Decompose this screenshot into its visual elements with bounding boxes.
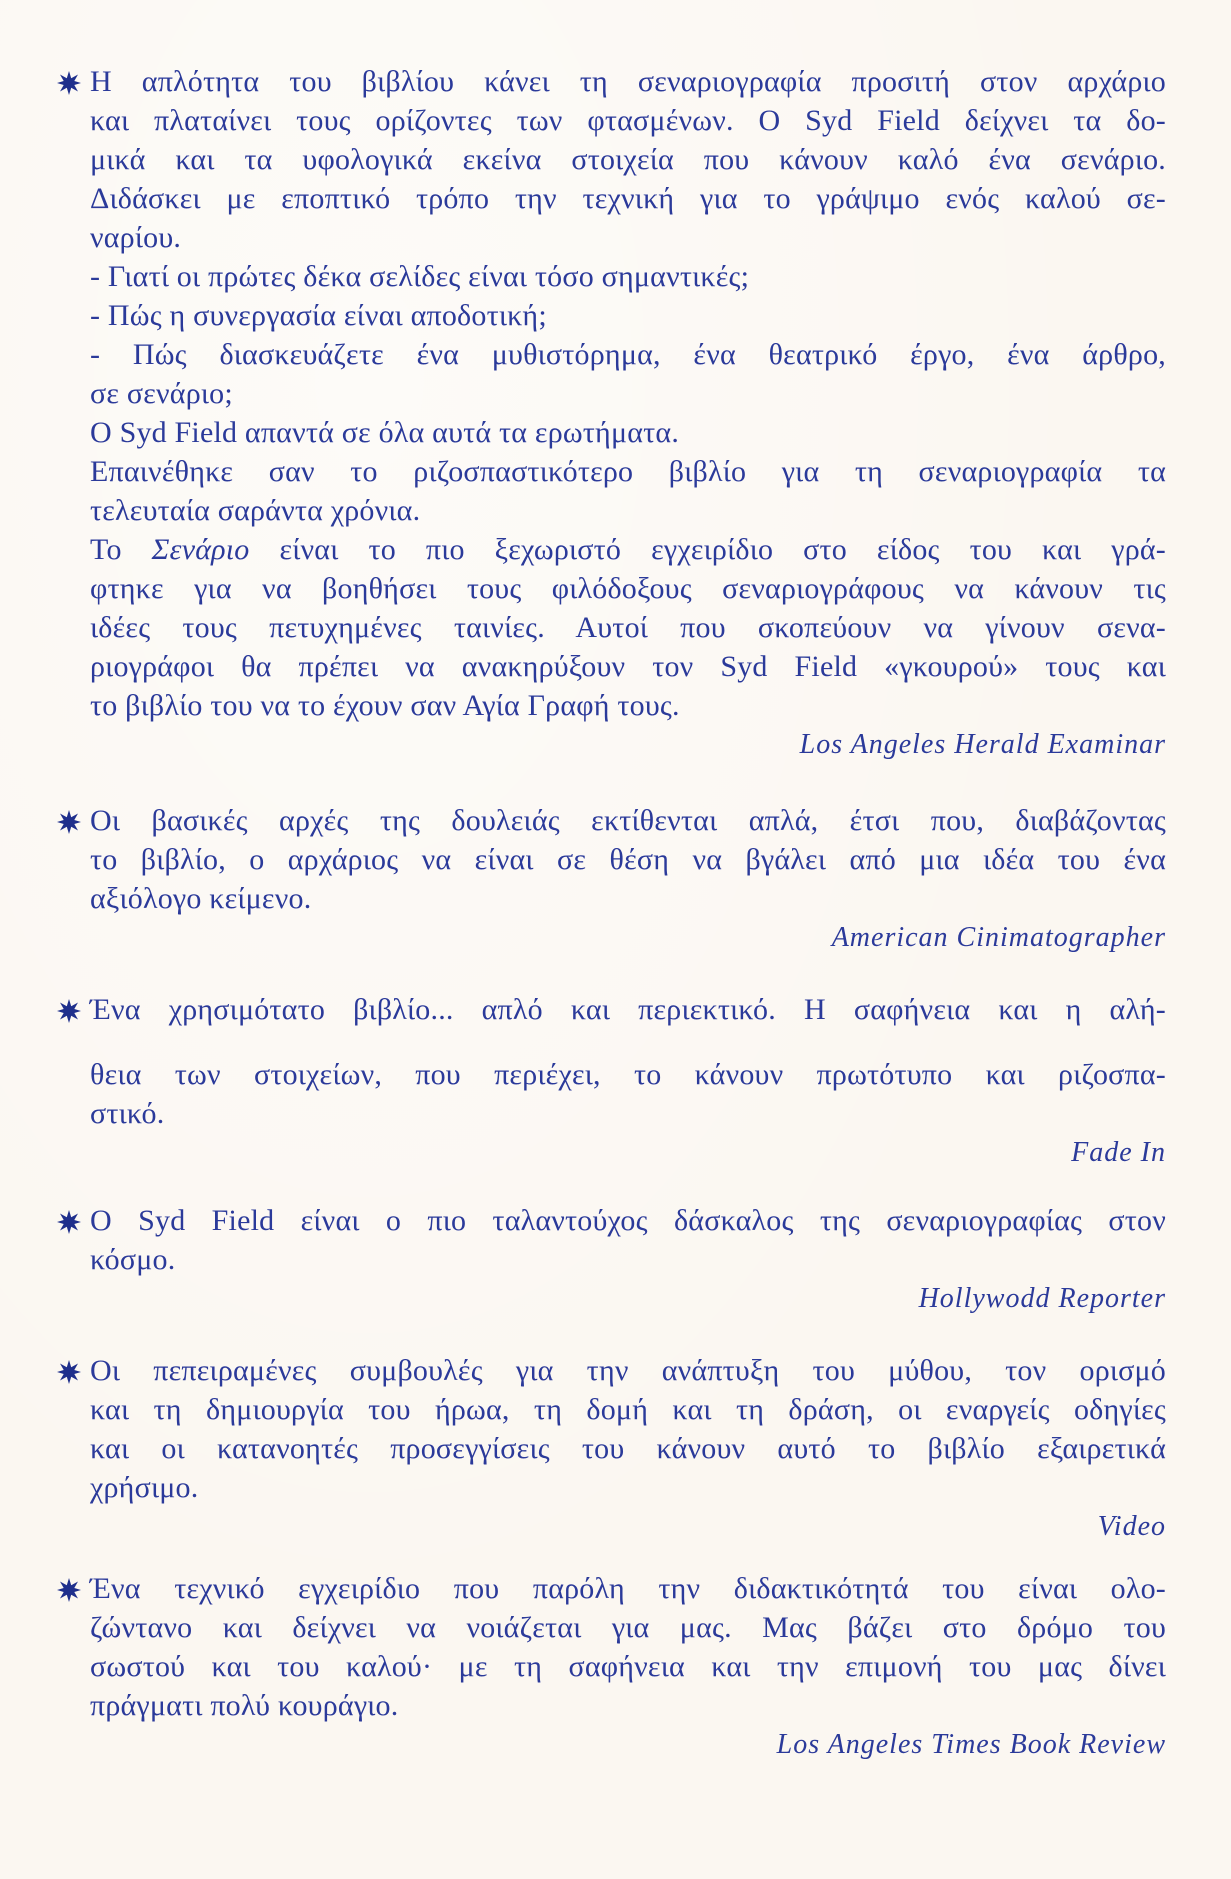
review-5 [90, 1351, 1166, 1545]
review-6-line-2: ζώντανο και δείχνει να νοιάζεται για μας. Μας βάζει στο δρόμο του [90, 1611, 1166, 1644]
review-5-line-2: και τη δημιουργία του ήρωα, τη δομή και τη δράση, οι εναργείς οδηγίες [90, 1393, 1166, 1426]
review-1 [90, 62, 1166, 763]
review-1-line-5: ναρίου. [90, 221, 182, 254]
review-3-line-2: θεια των στοιχείων, που περιέχει, το κάνουν πρωτότυπο και ριζοσπα- [90, 1058, 1166, 1091]
review-4-line-1: Ο Syd Field είναι ο πιο ταλαντούχος δάσκαλος της σεναριογραφίας στον [90, 1204, 1166, 1237]
review-1-line-13 [90, 530, 1166, 569]
review-3 [90, 990, 1166, 1171]
review-1-line-15: ιδέες τους πετυχημένες ταινίες. Αυτοί που σκοπεύουν να γίνουν σενα- [90, 611, 1166, 644]
star-bullet-icon [56, 70, 82, 96]
review-1-line-13-post: είναι το πιο ξεχωριστό εγχειρίδιο στο είδος του και γρά- [249, 533, 1166, 566]
review-6 [90, 1569, 1166, 1763]
review-3-source: Fade In [1071, 1137, 1166, 1168]
review-1-line-12: τελευταία σαράντα χρόνια. [90, 494, 421, 527]
review-1-line-10: Ο Syd Field απαντά σε όλα αυτά τα ερωτήματα. [90, 416, 680, 449]
review-5-line-3: και οι κατανοητές προσεγγίσεις του κάνουν αυτό το βιβλίο εξαιρετικά [90, 1432, 1166, 1465]
review-4 [90, 1201, 1166, 1317]
review-6-source: Los Angeles Times Book Review [776, 1729, 1166, 1760]
review-2-line-1: Οι βασικές αρχές της δουλειάς εκτίθενται απλά, έτσι που, διαβάζοντας [90, 804, 1166, 837]
review-1-question-1: - Γιατί οι πρώτες δέκα σελίδες είναι τόσο σημαντικές; [90, 260, 750, 293]
book-title-text: Σενάριο [151, 533, 250, 566]
review-2 [90, 801, 1166, 956]
review-1-line-3: μικά και τα υφολογικά εκείνα στοιχεία που κάνουν καλό ένα σενάριο. [90, 143, 1166, 176]
review-2-line-2: το βιβλίο, ο αρχάριος να είναι σε θέση να βγάλει από μια ιδέα του ένα [90, 843, 1166, 876]
review-1-question-3: - Πώς διασκευάζετε ένα μυθιστόρημα, ένα θεατρικό έργο, ένα άρθρο, [90, 338, 1166, 371]
review-3-line-1: Ένα χρησιμότατο βιβλίο... απλό και περιεκτικό. Η σαφήνεια και η αλή- [90, 993, 1166, 1026]
review-4-line-2: κόσμο. [90, 1243, 176, 1276]
review-1-source: Los Angeles Herald Examinar [799, 729, 1166, 760]
star-bullet-icon [56, 809, 82, 835]
review-1-line-1: Η απλότητα του βιβλίου κάνει τη σεναριογραφία προσιτή στον αρχάριο [90, 65, 1166, 98]
review-4-source: Hollywodd Reporter [918, 1283, 1166, 1314]
review-1-line-13-pre: Το [90, 533, 152, 566]
review-5-line-4: χρήσιμο. [90, 1471, 199, 1504]
review-2-line-3: αξιόλογο κείμενο. [90, 882, 312, 915]
review-1-question-2: - Πώς η συνεργασία είναι αποδοτική; [90, 299, 547, 332]
review-6-line-4: πράγματι πολύ κουράγιο. [90, 1689, 399, 1722]
review-3-line-3: στικό. [90, 1097, 165, 1130]
review-1-line-17: το βιβλίο του να το έχουν σαν Αγία Γραφή τους. [90, 689, 680, 722]
review-2-source: American Cinimatographer [831, 922, 1166, 953]
star-bullet-icon [56, 1577, 82, 1603]
review-1-line-14: φτηκε για να βοηθήσει τους φιλόδοξους σεναριογράφους να κάνουν τις [90, 572, 1166, 605]
review-5-source: Video [1097, 1511, 1166, 1542]
review-1-line-4: Διδάσκει με εποπτικό τρόπο την τεχνική για το γράψιμο ενός καλού σε- [90, 182, 1166, 215]
star-bullet-icon [56, 1359, 82, 1385]
review-1-line-16: ριογράφοι θα πρέπει να ανακηρύξουν τον Syd Field «γκουρού» τους και [90, 650, 1166, 683]
star-bullet-icon [56, 998, 82, 1024]
review-1-line-9: σε σενάριο; [90, 377, 233, 410]
review-6-line-3: σωστού και του καλού· με τη σαφήνεια και την επιμονή του μας δίνει [90, 1650, 1166, 1683]
review-5-line-1: Οι πεπειραμένες συμβουλές για την ανάπτυξη του μύθου, τον ορισμό [90, 1354, 1166, 1387]
star-bullet-icon [56, 1209, 82, 1235]
reviews-column [90, 62, 1166, 1763]
review-1-line-2: και πλαταίνει τους ορίζοντες των φτασμένων. Ο Syd Field δείχνει τα δο- [90, 104, 1166, 137]
review-1-line-11: Επαινέθηκε σαν το ριζοσπαστικότερο βιβλίο για τη σεναριογραφία τα [90, 455, 1166, 488]
review-6-line-1: Ένα τεχνικό εγχειρίδιο που παρόλη την διδακτικότητά του είναι ολο- [90, 1572, 1166, 1605]
